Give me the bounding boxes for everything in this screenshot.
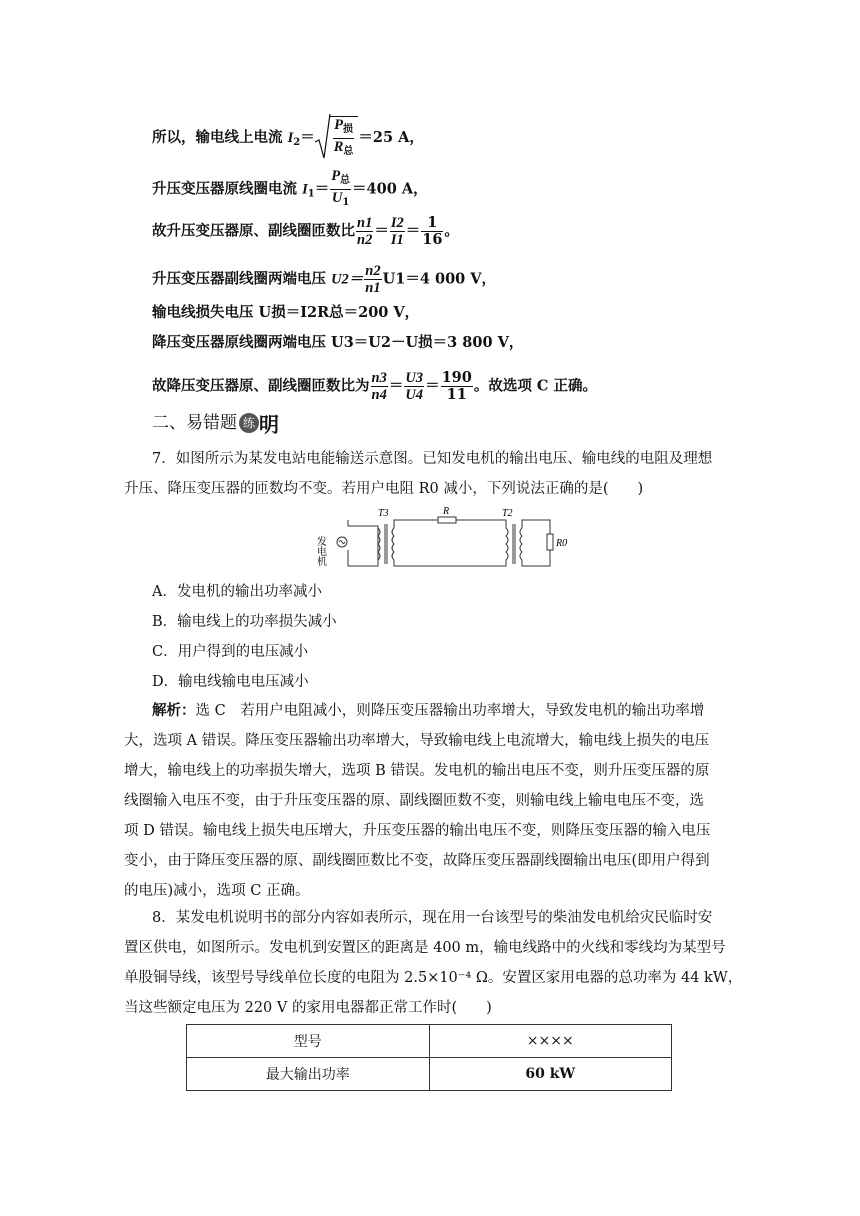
question-8-stem xyxy=(124,903,744,1023)
var: I xyxy=(302,181,308,198)
subscript: 2 xyxy=(293,137,301,148)
fraction xyxy=(390,215,405,248)
sqrt-expression xyxy=(315,116,359,160)
fraction xyxy=(364,263,381,296)
line-text: 升压变压器副线圈两端电压 xyxy=(152,270,326,288)
fraction xyxy=(371,370,388,403)
table-cell: 最大输出功率 xyxy=(187,1058,430,1091)
r-label: R xyxy=(443,506,450,517)
den-sub: 1 xyxy=(342,197,350,208)
stem-line: 当这些额定电压为 220 V 的家用电器都正常工作时( ) xyxy=(124,1000,492,1016)
t2-label: T2 xyxy=(502,508,513,519)
den: U4 xyxy=(405,387,424,403)
num: I2 xyxy=(390,215,404,231)
den: n1 xyxy=(365,280,381,296)
den: n4 xyxy=(371,387,387,403)
solution-line-5: 输电线损失电压 U损＝I2R总＝200 V， xyxy=(152,304,420,321)
solution-line-3: 故升压变压器原、副线圈匝数比 $\frac{n1}{n2}$ ＝ $\frac{I2}{I1}$ ＝ $\frac{1}{16}$ 。 xyxy=(152,214,459,248)
line-text: 升压变压器原线圈电流 xyxy=(152,180,297,198)
circuit-diagram xyxy=(316,504,582,574)
analysis-line: 项 D 错误。输电线上损失电压增大，升压变压器的输出电压不变，则降压变压器的输入电压 xyxy=(124,823,711,839)
section-heading xyxy=(152,408,279,438)
stem-line: 8．某发电机说明书的部分内容如表所示，现在用一台该型号的柴油发电机给灾民临时安 xyxy=(152,910,713,926)
analysis-line: 线圈输入电压不变，由于升压变压器的原、副线圈匝数不变，则输电线上输电电压不变，选 xyxy=(124,793,704,809)
table-cell: ×××× xyxy=(429,1025,672,1058)
subscript: 1 xyxy=(307,188,315,200)
fraction xyxy=(333,117,355,160)
table-row xyxy=(187,1058,672,1091)
stem-line: 7．如图所示为某发电站电能输送示意图。已知发电机的输出电压、输电线的电阻及理想 xyxy=(152,451,713,467)
section-title: 二、易错题 xyxy=(152,413,237,433)
option-b[interactable]: B．输电线上的功率损失减小 xyxy=(152,614,337,630)
result: ＝400 A， xyxy=(352,180,428,198)
analysis-line xyxy=(124,696,744,726)
radical-sign-icon xyxy=(315,112,331,162)
var: I xyxy=(287,130,294,146)
den: n2 xyxy=(357,232,373,248)
gen-label: 发电机 xyxy=(314,536,326,566)
table-cell: 型号 xyxy=(187,1025,430,1058)
punct: 。 xyxy=(444,222,459,240)
var: U2＝ xyxy=(331,271,364,288)
num: n3 xyxy=(371,370,387,386)
analysis-line: 变小，由于降压变压器的原、副线圈匝数比不变，故降压变压器副线圈输出电压(即用户得到 xyxy=(124,853,710,869)
den: 11 xyxy=(446,386,467,403)
fraction xyxy=(404,370,424,403)
question-7-stem xyxy=(124,444,744,504)
t3-label: T3 xyxy=(378,508,389,519)
fraction xyxy=(421,215,443,248)
analysis-text: 选 C 若用户电阻减小，则降压变压器输出功率增大，导致发电机的输出功率增 xyxy=(195,703,705,719)
stem-line: 置区供电，如图所示。发电机到安置区的距离是 400 m，输电线路中的火线和零线均为某型号 xyxy=(124,940,726,956)
num: n1 xyxy=(357,215,373,231)
num-sub: 总 xyxy=(340,175,351,186)
solution-line-6: 降压变压器原线圈两端电压 U3＝U2－U损＝3 800 V， xyxy=(152,334,524,351)
den-sub: 总 xyxy=(343,146,354,157)
solution-line-2: 升压变压器原线圈电流 $I_1=$ $\frac{P_总}{U_1}$ ＝400 A， xyxy=(152,168,428,211)
option-a[interactable]: A．发电机的输出功率减小 xyxy=(152,584,322,600)
result: U1＝4 000 V， xyxy=(382,270,497,288)
fraction xyxy=(356,215,373,248)
analysis-block xyxy=(124,696,744,906)
fraction xyxy=(441,370,473,403)
num: U3 xyxy=(405,370,424,386)
table-cell: 60 kW xyxy=(429,1058,672,1091)
num: 1 xyxy=(421,215,443,232)
analysis-line: 的电压)减小，选项 C 正确。 xyxy=(124,883,310,899)
analysis-line: 大，选项 A 错误。降压变压器输出功率增大，导致输电线上电流增大，输电线上损失的电压 xyxy=(124,733,710,749)
solution-line-4 xyxy=(152,263,496,296)
line-text: 所以，输电线上电流 xyxy=(152,129,283,146)
analysis-line: 增大，输电线上的功率损失增大，选项 B 错误。发电机的输出电压不变，则升压变压器的原 xyxy=(124,763,710,779)
option-d[interactable]: D．输电线输电电压减小 xyxy=(152,674,309,690)
den: 16 xyxy=(422,231,443,248)
section-emphasis: 明 xyxy=(259,412,279,437)
num: n2 xyxy=(365,263,381,279)
fraction xyxy=(330,168,351,211)
num: 190 xyxy=(441,369,472,386)
table-row xyxy=(187,1025,672,1058)
line-end: 。故选项 C 正确。 xyxy=(473,377,597,395)
num-sub: 损 xyxy=(342,124,353,135)
solution-line-7: 故降压变压器原、副线圈匝数比为 $\frac{n3}{n4}$ ＝ $\frac{U3}{U4}$ ＝ $\frac{190}{11}$ 。故选项 C 正确。 xyxy=(152,369,597,403)
r0-label: R0 xyxy=(556,538,568,549)
result: ＝25 A， xyxy=(358,129,424,146)
stem-line: 升压、降压变压器的匝数均不变。若用户电阻 R0 减小，下列说法正确的是( ) xyxy=(124,481,644,497)
den: I1 xyxy=(390,232,404,248)
line-text: 故降压变压器原、副线圈匝数比为 xyxy=(152,377,370,395)
line-text: 故升压变压器原、副线圈匝数比 xyxy=(152,222,355,240)
den: U xyxy=(331,190,343,206)
practice-badge-icon: 练 xyxy=(239,413,259,433)
den-var: R xyxy=(333,139,344,155)
stem-line: 单股铜导线，该型号导线单位长度的电阻为 2.5×10⁻⁴ Ω。安置区家用电器的总功率为 44 kW， xyxy=(124,970,743,986)
option-c[interactable]: C．用户得到的电压减小 xyxy=(152,644,309,660)
solution-line-1: 所以，输电线上电流 $I_2=$ $\frac{P_损}{R_总}$ ＝25 A， xyxy=(152,116,424,160)
spec-table xyxy=(186,1024,672,1091)
num-var: P xyxy=(334,117,343,133)
analysis-label: 解析： xyxy=(152,702,196,719)
num: P xyxy=(331,168,341,184)
